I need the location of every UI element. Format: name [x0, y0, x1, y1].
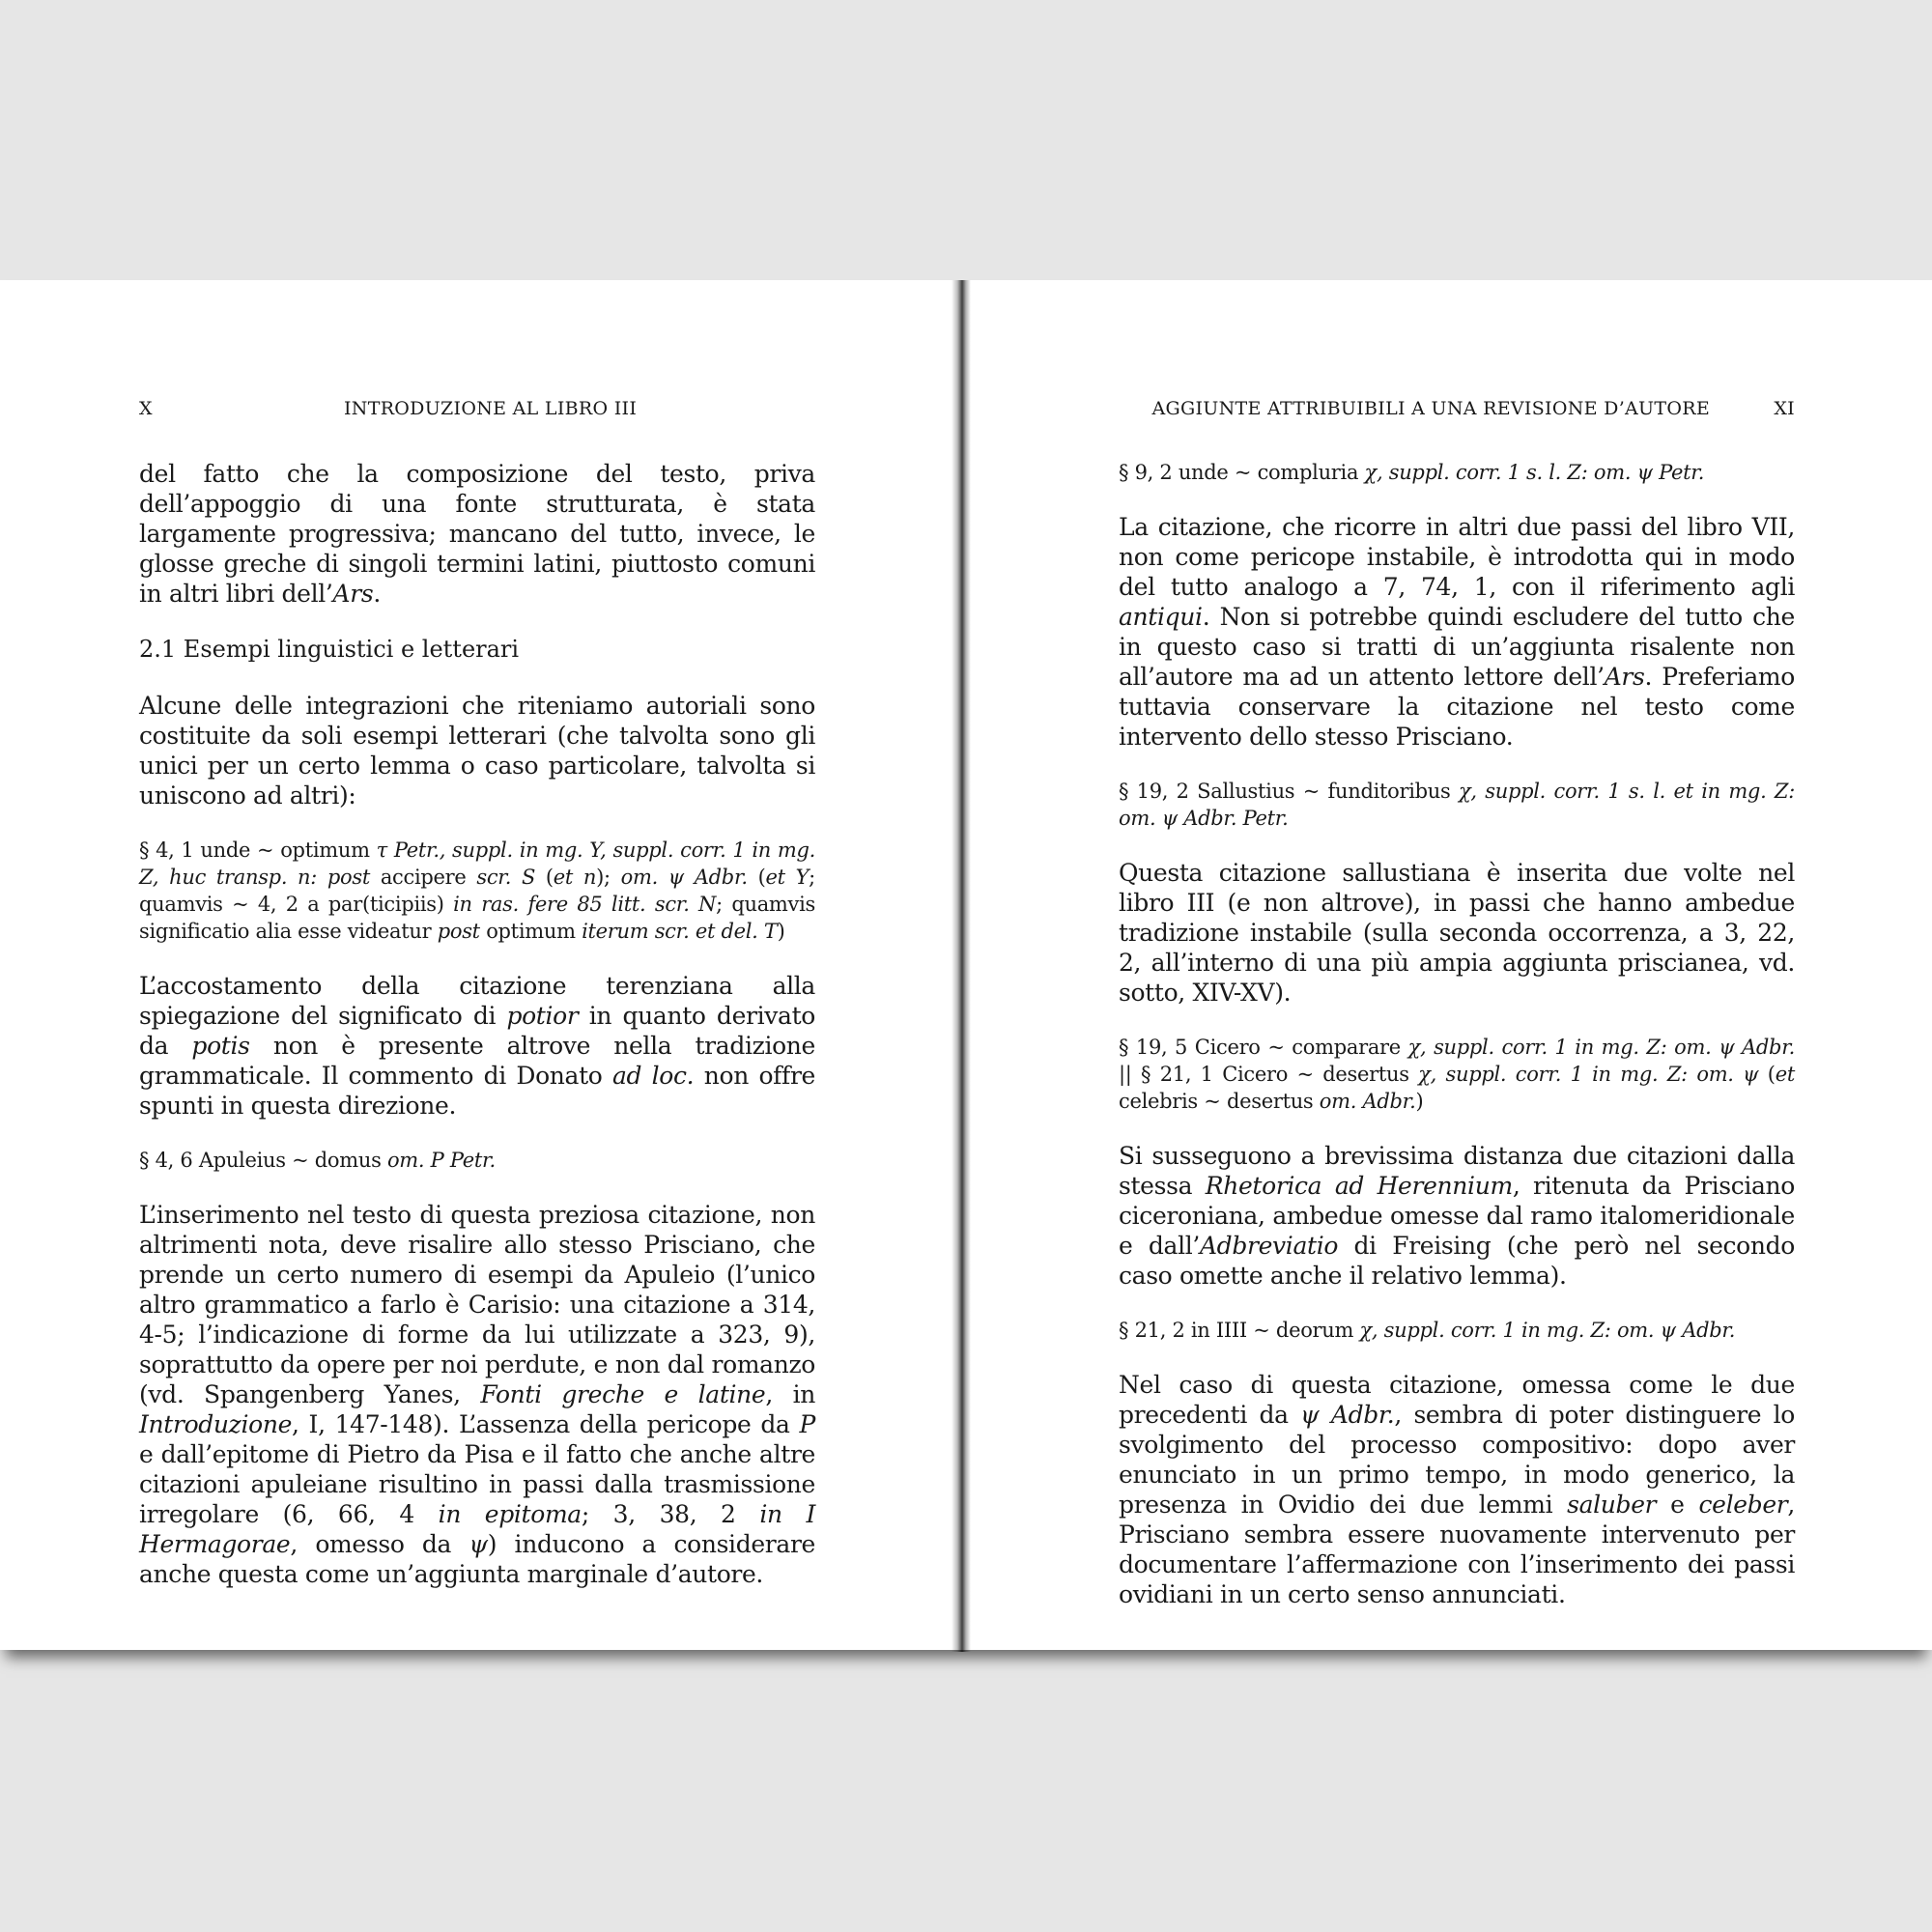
paragraph: Si susseguono a brevissima distanza due citazioni dalla stessa Rhetorica ad Herennium, ritenuta da Prisciano ciceroniana, ambedue omesse dal ramo italomeridionale e dall’Adbreviatio di Freising (che però nel secondo caso omette anche il relativo lemma). [1119, 1142, 1795, 1290]
apparatus-entry: § 4, 1 unde ~ optimum τ Petr., suppl. in mg. Y, suppl. corr. 1 in mg. Z, huc transp. n: post accipere scr. S (et n); om. ψ Adbr. (et Y; quamvis ~ 4, 2 a par(ticipiis) in ras. fere 85 litt. scr. N; quamvis significatio alia esse videatur post optimum iterum scr. et del. T) [139, 838, 816, 943]
page-number: XI [1774, 398, 1795, 419]
apparatus-entry: § 19, 2 Sallustius ~ funditoribus χ, suppl. corr. 1 s. l. et in mg. Z: om. ψ Adbr. Petr. [1119, 780, 1795, 830]
apparatus-entry: § 9, 2 unde ~ compluria χ, suppl. corr. 1 s. l. Z: om. ψ Petr. [1119, 461, 1705, 484]
page-body [1119, 459, 1795, 1635]
apparatus-entry: § 4, 6 Apuleius ~ domus om. P Petr. [139, 1149, 496, 1172]
paragraph: L’inserimento nel testo di questa preziosa citazione, non altrimenti nota, deve risalire allo stesso Prisciano, che prende un certo numero di esempi da Apuleio (l’unico altro grammatico a farlo è Carisio: una citazione a 314, 4-5; l’indicazione di forme da lui utilizzate a 323, 9), soprattutto da opere per noi perdute, e non dal romanzo (vd. Spangenberg Yanes, Fonti greche e latine, in Introduzione, I, 147-148). L’assenza della pericope da P e dall’epitome di Pietro da Pisa e il fatto che anche altre citazioni apuleiane risultino in passi dalla trasmissione irregolare (6, 66, 4 in epitoma; 3, 38, 2 in I Hermagorae, omesso da ψ) inducono a considerare anche questa come un’aggiunta marginale d’autore. [139, 1201, 816, 1588]
page-number: X [139, 398, 153, 419]
apparatus-entry: § 21, 2 in IIII ~ deorum χ, suppl. corr. 1 in mg. Z: om. ψ Adbr. [1119, 1319, 1736, 1342]
running-head-title: AGGIUNTE ATTRIBUIBILI A UNA REVISIONE D’AUTORE [1151, 398, 1710, 419]
apparatus-entry: § 19, 5 Cicero ~ comparare χ, suppl. corr. 1 in mg. Z: om. ψ Adbr. || § 21, 1 Cicero ~ desertus χ, suppl. corr. 1 in mg. Z: om. ψ (et celebris ~ desertus om. Adbr.) [1119, 1036, 1795, 1113]
paragraph: Nel caso di questa citazione, omessa come le due precedenti da ψ Adbr., sembra di poter distinguere lo svolgimento del processo compositivo: dopo aver enunciato in un primo tempo, in modo generico, la presenza in Ovidio dei due lemmi saluber e celeber, Prisciano sembra essere nuovamente intervenuto per documentare l’affermazione con l’inserimento dei passi ovidiani in un certo senso annunciati. [1119, 1371, 1795, 1608]
paragraph: Questa citazione sallustiana è inserita due volte nel libro III (e non altrove), in passi che hanno ambedue tradizione instabile (sulla seconda occorrenza, a 3, 22, 2, all’interno di una più ampia aggiunta priscianea, vd. sotto, XIV-XV). [1119, 859, 1795, 1007]
running-head [1119, 398, 1795, 427]
paragraph: del fatto che la composizione del testo, priva dell’appoggio di una fonte strutturata, è stata largamente progressiva; mancano del tutto, invece, le glosse greche di singoli termini latini, piuttosto comuni in altri libri dell’Ars. [139, 460, 815, 608]
running-head-title: INTRODUZIONE AL LIBRO III [344, 398, 638, 419]
paragraph: Alcune delle integrazioni che riteniamo autoriali sono costituite da soli esempi letterari (che talvolta sono gli unici per un certo lemma o caso particolare, talvolta si uniscono ad altri): [139, 692, 815, 810]
section-heading: 2.1 Esempi linguistici e letterari [139, 636, 520, 663]
paragraph: La citazione, che ricorre in altri due passi del libro VII, non come pericope instabile, è introdotta qui in modo del tutto analogo a 7, 74, 1, con il riferimento agli antiqui. Non si potrebbe quindi escludere del tutto che in questo caso si tratti di un’aggiunta risalente non all’autore ma ad un attento lettore dell’Ars. Preferiamo tuttavia conservare la citazione nel testo come intervento dello stesso Prisciano. [1119, 513, 1795, 751]
paragraph: L’accostamento della citazione terenziana alla spiegazione del significato di potior in quanto derivato da potis non è presente altrove nella tradizione grammaticale. Il commento di Donato ad loc. non offre spunti in questa direzione. [139, 972, 815, 1120]
book-spine-shadow [952, 280, 971, 1652]
running-head [139, 398, 815, 427]
page-body [139, 459, 815, 1615]
